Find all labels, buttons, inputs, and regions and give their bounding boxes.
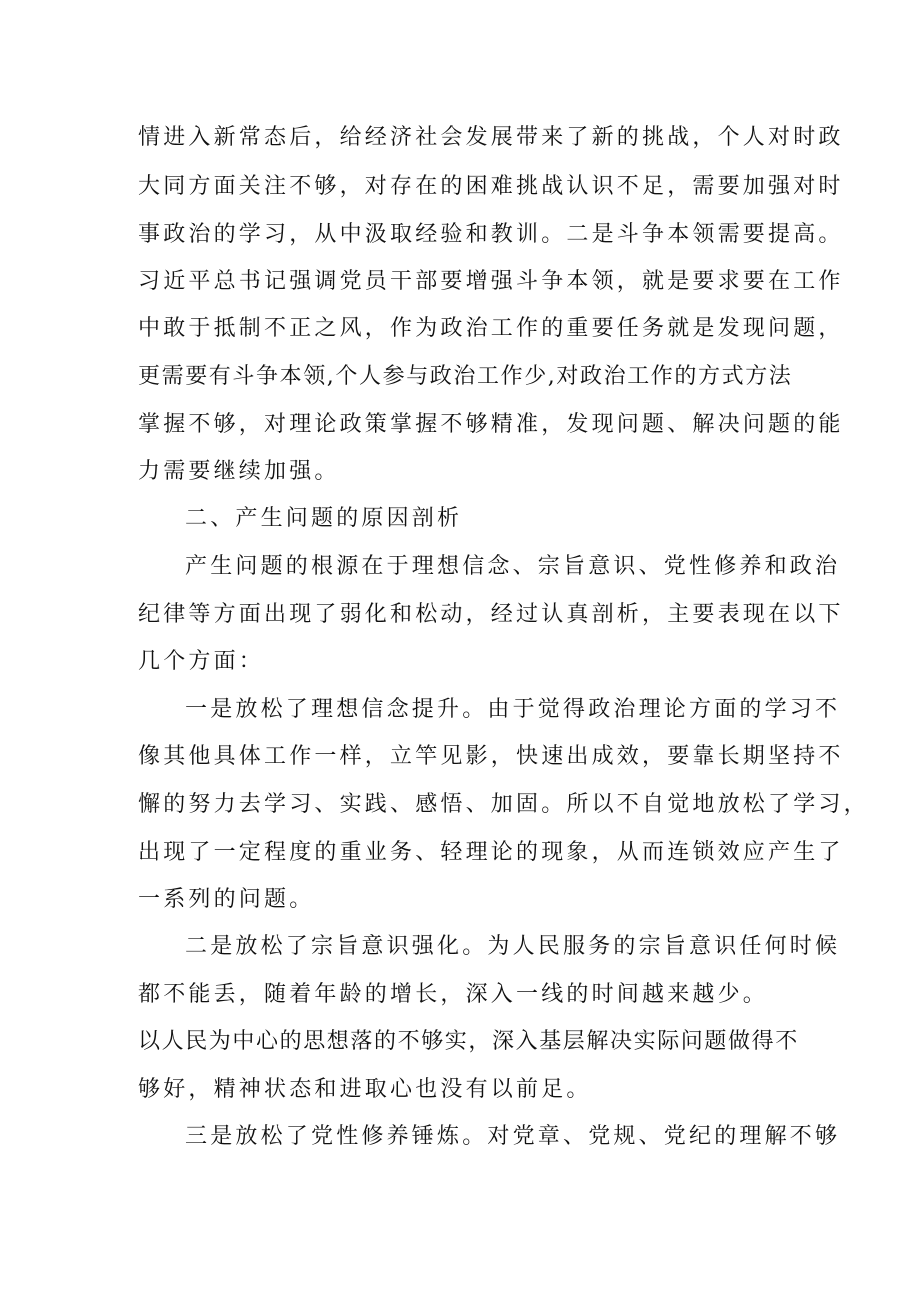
text-line: 习近平总书记强调党员干部要增强斗争本领，就是要求要在工作 [138,269,844,294]
text-line: 力需要继续加强。 [138,459,340,484]
text-line: 中敢于抵制不正之风，作为政治工作的重要任务就是发现问题， [138,316,844,341]
text-line: 出现了一定程度的重业务、轻理论的现象，从而连锁效应产生了 [138,840,844,865]
section-heading: 二、产生问题的原因剖析 [185,506,463,531]
text-line: 几个方面： [138,649,265,674]
text-line: 产生问题的根源在于理想信念、宗旨意识、党性修养和政治 [185,554,841,579]
text-line: 够好，精神状态和进取心也没有以前足。 [138,1077,592,1102]
text-line: 情进入新常态后，给经济社会发展带来了新的挑战，个人对时政 [138,125,844,150]
text-line: 一系列的问题。 [138,887,315,912]
text-line: 一是放松了理想信念提升。由于觉得政治理论方面的学习不 [185,697,841,722]
text-line: 懈的努力去学习、实践、感悟、加固。所以不自觉地放松了学习， [138,792,869,817]
text-line: 更需要有斗争本领,个人参与政治工作少,对政治工作的方式方法 [138,364,793,389]
text-line: 事政治的学习，从中汲取经验和教训。二是斗争本领需要提高。 [138,222,844,247]
text-line: 像其他具体工作一样，立竿见影，快速出成效，要靠长期坚持不 [138,744,844,769]
text-line: 以人民为中心的思想落的不够实，深入基层解决实际问题做得不 [138,1029,799,1054]
text-line: 掌握不够，对理论政策掌握不够精准，发现问题、解决问题的能 [138,412,844,437]
text-line: 二是放松了宗旨意识强化。为人民服务的宗旨意识任何时候 [185,934,841,959]
text-line: 大同方面关注不够，对存在的困难挑战认识不足，需要加强对时 [138,174,844,199]
text-line: 都不能丢，随着年龄的增长，深入一线的时间越来越少。 [138,982,769,1007]
text-line: 纪律等方面出现了弱化和松动，经过认真剖析，主要表现在以下 [138,602,844,627]
text-line: 三是放松了党性修养锤炼。对党章、党规、党纪的理解不够 [185,1124,841,1149]
